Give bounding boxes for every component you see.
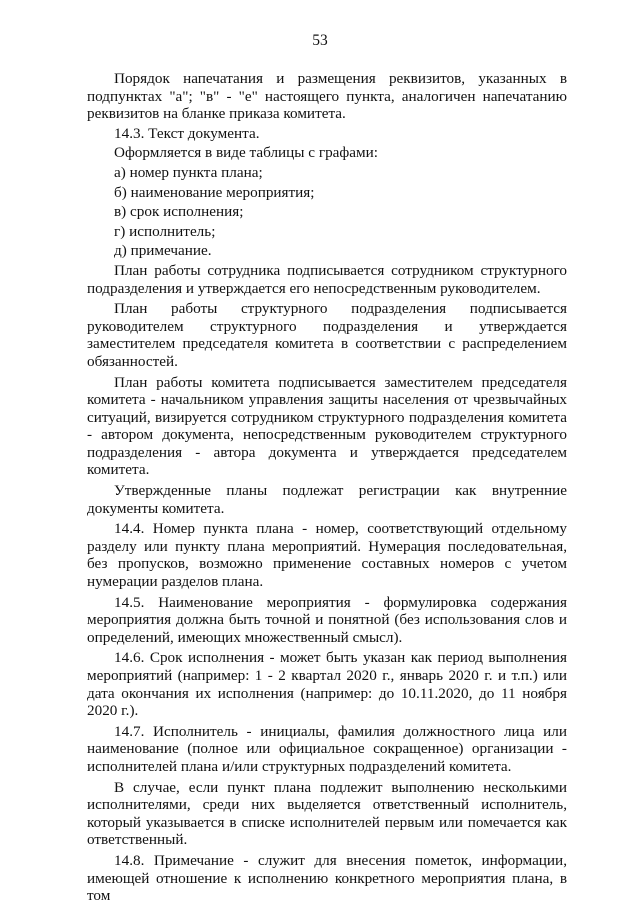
- paragraph-multiple-executors: В случае, если пункт плана подлежит выполнению несколькими исполнителями, среди них выделяется ответственный исполнитель, который указывается в списке исполнителей первым или помечается как ответственный.: [87, 778, 567, 849]
- list-item-d: д) примечание.: [114, 242, 212, 260]
- section-14-8: 14.8. Примечание - служит для внесения пометок, информации, имеющей отношение к исполнению конкретного мероприятия плана, в том: [87, 851, 567, 905]
- list-item-v: в) срок исполнения;: [114, 203, 244, 221]
- page-number: 53: [312, 32, 328, 49]
- paragraph-approved-plans: Утвержденные планы подлежат регистрации как внутренние документы комитета.: [87, 482, 567, 517]
- section-heading-14-3: 14.3. Текст документа.: [114, 124, 260, 142]
- paragraph-employee-plan: План работы сотрудника подписывается сотрудником структурного подразделения и утверждается его непосредственным руководителем.: [87, 261, 567, 297]
- paragraph-division-plan: План работы структурного подразделения подписывается руководителем структурного подразделения и утверждается заместителем председателя комитета в соответствии с распределением обязанностей.: [87, 300, 567, 370]
- section-14-7: 14.7. Исполнитель - инициалы, фамилия должностного лица или наименование (полное или официальное сокращенное) организации - исполнителей плана и/или структурных подразделений комитета.: [87, 722, 567, 775]
- section-14-6: 14.6. Срок исполнения - может быть указан как период выполнения мероприятий (например: 1 - 2 квартал 2020 г., январь 2020 г. и т.п.) или дата окончания их исполнения (например: до 10.11.2020, до 11 ноября 2020 г.).: [87, 649, 567, 720]
- paragraph-requisites-order: Порядок напечатания и размещения реквизитов, указанных в подпунктах "а"; "в" - "е" настоящего пункта, аналогичен напечатанию реквизитов на бланке приказа комитета.: [87, 70, 567, 123]
- document-body: [87, 70, 567, 905]
- section-14-4: 14.4. Номер пункта плана - номер, соответствующий отдельному разделу или пункту плана мероприятий. Нумерация последовательная, без пропусков, возможно применение составных номеров с учетом нумерации разделов плана.: [87, 520, 567, 591]
- list-item-g: г) исполнитель;: [114, 222, 216, 240]
- list-item-a: а) номер пункта плана;: [114, 163, 263, 181]
- list-item-b: б) наименование мероприятия;: [114, 183, 315, 201]
- paragraph-committee-plan: План работы комитета подписывается заместителем председателя комитета - начальником управления защиты населения от чрезвычайных ситуаций, визируется сотрудником структурного подразделения комитета - автором документа, непосредственным руководителем структурного подразделения - автора документа и утверждается председателем комитета.: [87, 373, 567, 479]
- paragraph-table-columns-intro: Оформляется в виде таблицы с графами:: [114, 144, 378, 162]
- section-14-5: 14.5. Наименование мероприятия - формулировка содержания мероприятия должна быть точной и понятной (без использования слов и определений, имеющих множественный смысл).: [87, 593, 567, 646]
